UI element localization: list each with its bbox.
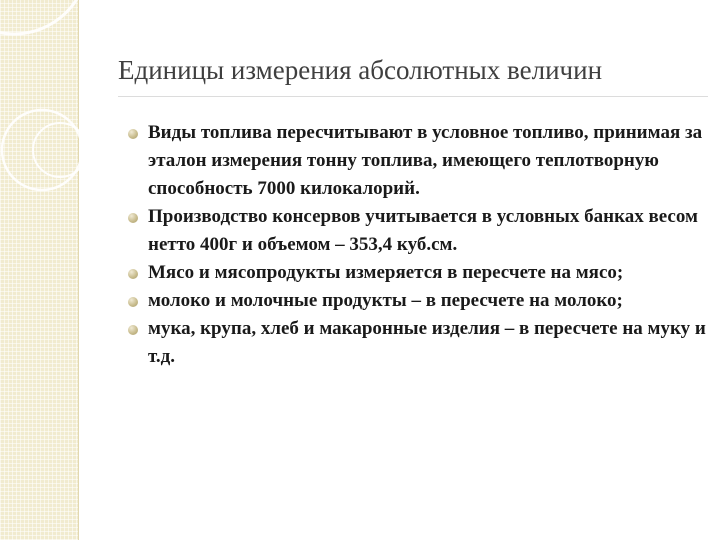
bullet-text: Виды топлива пересчитывают в условное топливо, принимая за эталон измерения тонну топлива, имеющего теплотворную способность 7000 килокалорий.: [148, 122, 703, 199]
decorative-arc-top: [0, 0, 88, 34]
bullet-item: [128, 315, 708, 371]
slide-title: Единицы измерения абсолютных величин: [118, 55, 603, 85]
decorative-circles: [0, 0, 120, 220]
bullet-icon: [128, 297, 138, 307]
bullet-text: Мясо и мясопродукты измеряется в пересчете на мясо;: [148, 262, 624, 283]
bullet-item: [128, 203, 708, 259]
bullet-icon: [128, 213, 138, 223]
decorative-circle-large: [2, 110, 82, 190]
bullet-icon: [128, 269, 138, 279]
bullet-text: Производство консервов учитывается в условных банках весом нетто 400г и объемом – 353,4 куб.см.: [148, 206, 698, 255]
bullet-icon: [128, 325, 138, 335]
bullet-list: [128, 119, 708, 371]
decorative-circle-small: [33, 123, 87, 177]
bullet-text: молоко и молочные продукты – в пересчете на молоко;: [148, 290, 623, 311]
bullet-icon: [128, 129, 138, 139]
bullet-item: [128, 119, 708, 203]
title-divider: [118, 96, 708, 97]
bullet-item: [128, 287, 708, 315]
bullet-item: [128, 259, 708, 287]
bullet-text: мука, крупа, хлеб и макаронные изделия – в пересчете на муку и т.д.: [148, 318, 706, 367]
